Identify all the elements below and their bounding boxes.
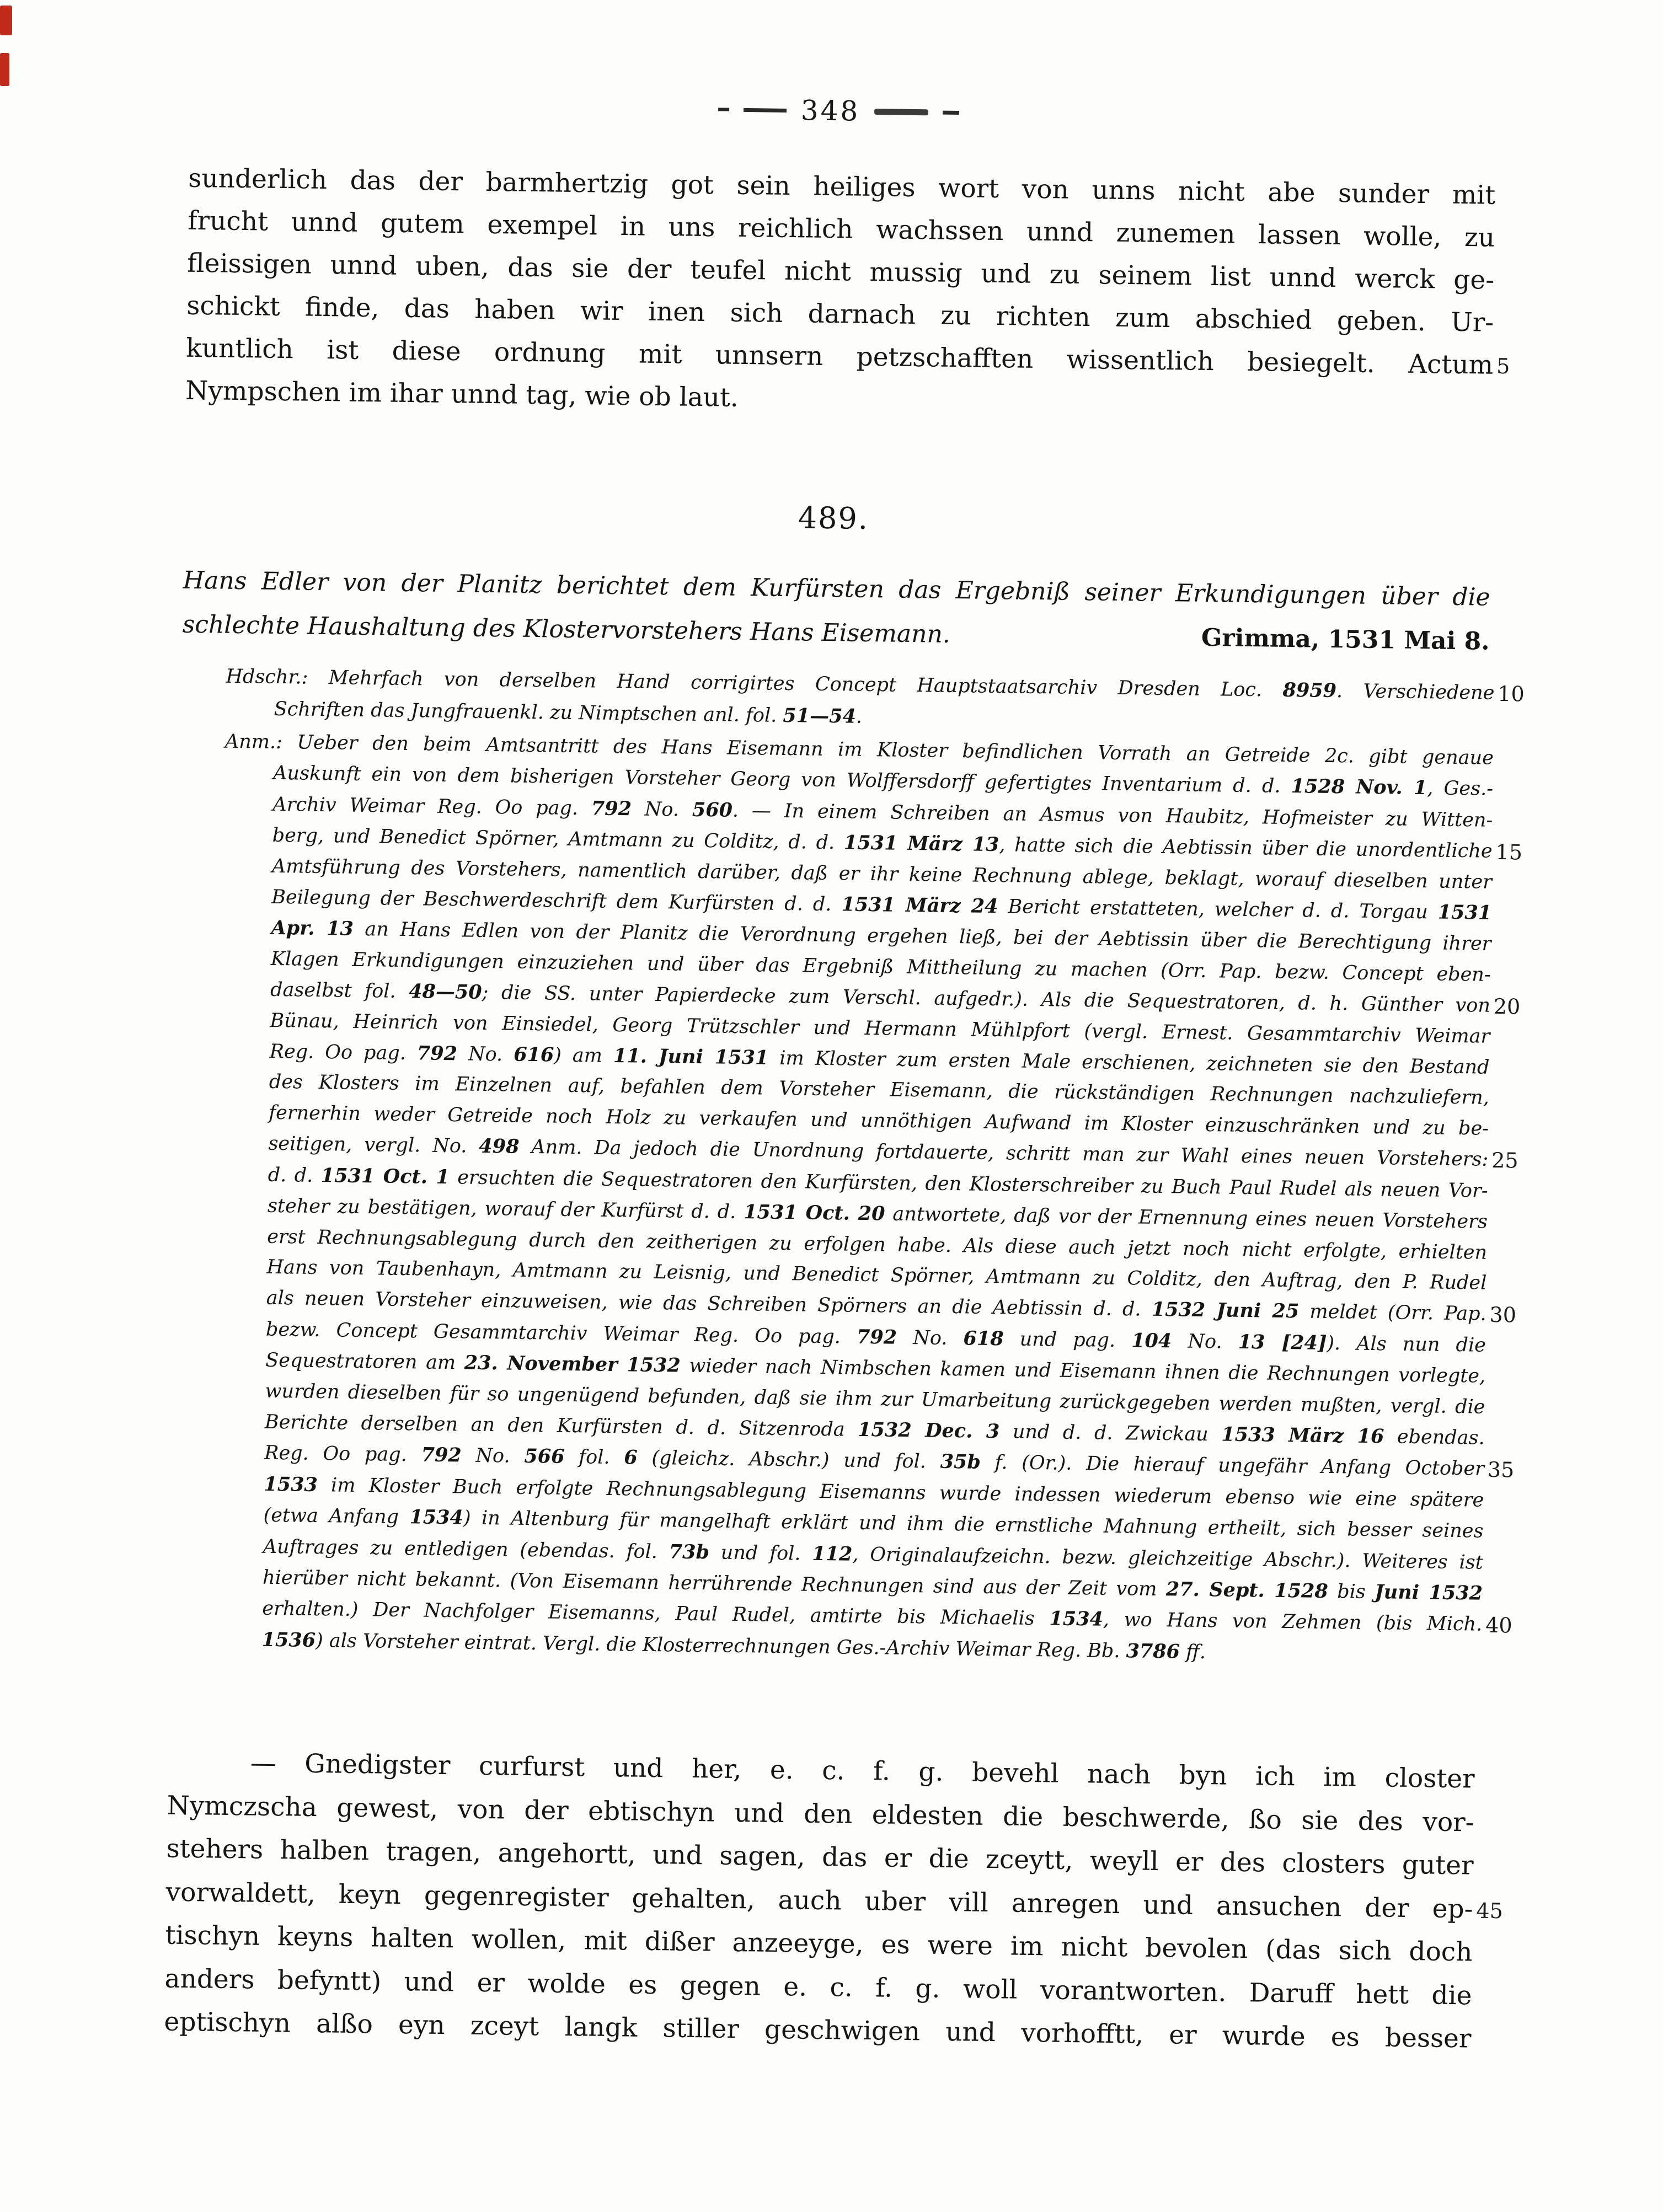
text-line: Anm.: Ueber den beim Amtsantritt des Hans Eisemann im Kloster befindlichen Vorrath an Getreide 2c. gibt genaue — [224, 730, 1494, 769]
margin-line-number: 5 — [1496, 354, 1510, 379]
text-line: Sequestratoren am 23. November 1532 wieder nach Nimbschen kamen und Eisemann ihnen die Rechnungen vorlegte, — [265, 1349, 1486, 1388]
text-line: Amtsführung des Vorstehers, namentlich darüber, daß er ihr keine Rechnung ablege, beklagt, worauf dieselben unter — [271, 855, 1493, 893]
page-header — [7, 84, 1663, 137]
text-line: Klagen Erkundigungen einzuziehen und über das Ergebniß Mittheilung zu machen (Orr. Pap. bezw. Concept eben- — [270, 947, 1491, 986]
text-line: eptischyn alßo eyn zceyt langk stiller geschwigen und vorhofftt, er wurde es besser — [164, 2006, 1472, 2054]
margin-line-number: 20 — [1493, 994, 1521, 1019]
regest-line: Hans Edler von der Planitz berichtet dem Kurfürsten das Ergebniß seiner Erkundigungen über die — [183, 566, 1490, 612]
document-number: 489. — [798, 500, 869, 536]
margin-line-number: 30 — [1489, 1303, 1517, 1327]
regest-line: schlechte Haushaltung des Klostervorstehers Hans Eisemann. — [182, 610, 951, 649]
text-line: wurden dieselben für so ungenügend befunden, daß sie ihm zur Umarbeitung zurückgegeben werden mußten, vergl. die — [265, 1380, 1485, 1418]
margin-line-number: 25 — [1491, 1148, 1518, 1173]
document-regest — [182, 559, 1490, 664]
text-line: Auftrages zu entledigen (ebendas. fol. 73b und fol. 112, Originalaufzeichn. bezw. gleichzeitige Abschr.). Weiteres ist — [263, 1535, 1483, 1574]
text-line: Auskunft ein von dem bisherigen Vorsteher Georg von Wolffersdorff gefertigtes Inventarium d. d. 1528 Nov. 1, Ges.- — [273, 762, 1494, 801]
text-line: Reg. Oo pag. 792 No. 566 fol. 6 (gleichz. Abschr.) und fol. 35b f. (Or.). Die hierauf ungefähr Anfang October 35 — [216, 1437, 1485, 1485]
text-line: tischyn keyns halten wollen, mit dißer anzeeyge, es were im nicht bevolen (das sich doch — [165, 1920, 1473, 1968]
margin-line-number: 40 — [1485, 1613, 1512, 1638]
text-line: schickt finde, das haben wir inen sich darnach zu richten zum abschied geben. Ur- — [186, 290, 1494, 338]
margin-line-number: 10 — [1498, 681, 1525, 706]
text-line: 1533 im Kloster Buch erfolgte Rechnungsablegung Eisemanns wurde indessen wiederum ebenso wie eine spätere — [264, 1472, 1484, 1512]
text-line: Reg. Oo pag. 792 No. 616) am 11. Juni 1531 im Kloster zum ersten Male erschienen, zeichneten sie den Bestand — [269, 1040, 1490, 1079]
text-line: als neuen Vorsteher einzuweisen, wie das Schreiben Spörners an die Aebtissin d. d. 1532 Juni 25 meldet (Orr. Pap. 30 — [217, 1282, 1486, 1330]
page-number: 348 — [800, 94, 860, 127]
place-date: Grimma, 1531 Mai 8. — [1201, 623, 1490, 656]
text-line: Hdschr.: Mehrfach von derselben Hand corrigirtes Concept Hauptstaatsarchiv Dresden Loc. 8959. Verschiedene 10 — [226, 661, 1495, 709]
text-line: fernerhin weder Getreide noch Holz zu verkaufen und unnöthigen Aufwand im Kloster einzuschränken und zu be- — [268, 1101, 1489, 1140]
text-line: Nympschen im ihar unnd tag, wie ob laut. — [185, 375, 739, 413]
header-rule — [943, 110, 959, 114]
header-rule — [718, 108, 729, 111]
text-line: bezw. Concept Gesammtarchiv Weimar Reg. Oo pag. 792 No. 618 und pag. 104 No. 13 [24]). Als nun die — [265, 1318, 1486, 1357]
text-line: Bünau, Heinrich von Einsiedel, Georg Trützschler und Hermann Mühlpfort (vergl. Ernest. Gesammtarchiv Weimar — [270, 1009, 1490, 1048]
text-line: anders befyntt) und er wolde es gegen e. c. f. g. woll vorantworten. Daruff hett die — [164, 1963, 1472, 2011]
anm-note — [213, 727, 1523, 1672]
text-line: Schriften das Jungfrauenkl. zu Nimptschen anl. fol. 51—54. — [274, 698, 863, 728]
text-line: fleissigen unnd uben, das sie der teufel nicht mussig und zu seinem list unnd werck ge- — [187, 248, 1495, 296]
text-line: Berichte derselben an den Kurfürsten d. d. Sitzenroda 1532 Dec. 3 und d. d. Zwickau 1533 März 16 ebendas. — [264, 1411, 1485, 1449]
text-line: erhalten.) Der Nachfolger Eisemanns, Paul Rudel, amtirte bis Michaelis 1534, wo Hans von Zehmen (bis Mich. 40 — [213, 1593, 1483, 1641]
text-line: stehers halben tragen, angehortt, und sagen, das er die zceytt, weyll er des closters guter — [166, 1833, 1474, 1881]
text-line: daselbst fol. 48—50; die SS. unter Papierdecke zum Verschl. aufgedr.). Als die Sequestratoren, d. h. Günther von 20 — [222, 974, 1491, 1022]
text-line: sunderlich das der barmhertzig got sein heiliges wort von unns nicht abe sunder mit — [188, 163, 1496, 211]
text-line: des Klosters im Einzelnen auf, befahlen dem Vorsteher Eisemann, die rückständigen Rechnungen nachzuliefern, — [269, 1071, 1490, 1110]
text-line: Beilegung der Beschwerdeschrift dem Kurfürsten d. d. 1531 März 24 Bericht erstatteten, welcher d. d. Torgau 1531 — [271, 886, 1492, 924]
text-line: (etwa Anfang 1534) in Altenburg für mangelhaft erklärt und ihm die ernstliche Mahnung ertheilt, sich besser seines — [263, 1504, 1484, 1542]
text-line: steher zu bestätigen, worauf der Kurfürst d. d. 1531 Oct. 20 antwortete, daß vor der Ernennung eines neuen Vorstehers — [267, 1195, 1488, 1233]
margin-line-number: 45 — [1476, 1898, 1504, 1923]
intro-paragraph — [185, 157, 1510, 429]
text-line: erst Rechnungsablegung durch den zeitherigen zu erfolgen habe. Als diese auch jetzt noch nicht erfolgte, erhielten — [267, 1225, 1488, 1264]
text-line: kuntlich ist diese ordnung mit unnsern petzschafften wissentlich besiegelt. Actum 5 — [186, 327, 1494, 387]
text-line: Apr. 13 an Hans Edlen von der Planitz die Verordnung ergehen ließ, bei der Aebtissin über die Berechtigung ihrer — [271, 917, 1491, 956]
text-line: Archiv Weimar Reg. Oo pag. 792 No. 560. — In einem Schreiben an Asmus von Haubitz, Hofmeister zu Witten- — [272, 793, 1493, 832]
letter-body — [164, 1741, 1504, 2061]
margin-line-number: 35 — [1487, 1458, 1515, 1482]
header-rule — [874, 109, 928, 115]
text-line: hierüber nicht bekannt. (Von Eisemann herrührende Rechnungen sind aus der Zeit vom 27. Sept. 1528 bis Juni 1532 — [262, 1566, 1483, 1605]
margin-line-number: 15 — [1495, 840, 1523, 865]
header-rule — [744, 108, 787, 112]
text-line: 1536) als Vorsteher eintrat. Vergl. die Klosterrechnungen Ges.-Archiv Weimar Reg. Bb. 3786 ff. — [261, 1628, 1206, 1663]
text-line: seitigen, vergl. No. 498 Anm. Da jedoch die Unordnung fortdauerte, schritt man zur Wahl eines neuen Vorstehers: 25 — [220, 1128, 1489, 1176]
text-line: berg, und Benedict Spörner, Amtmann zu Colditz, d. d. 1531 März 13, hatte sich die Aebtissin über die unordentliche 15 — [223, 820, 1493, 867]
text-line: Hans von Taubenhayn, Amtmann zu Leisnig, und Benedict Spörner, Amtmann zu Colditz, den Auftrag, den P. Rudel — [266, 1256, 1487, 1294]
text-line: vorwaldett, keyn gegenregister gehalten, auch uber vill anregen und ansuchen der ep- 45 — [165, 1871, 1473, 1931]
text-line: frucht unnd gutem exempel in uns reichlich wachssen unnd zunemen lassen wolle, zu — [188, 205, 1495, 253]
text-line: d. d. 1531 Oct. 1 ersuchten die Sequestratoren den Kurfürsten, den Klosterschreiber zu Buch Paul Rudel als neuen Vor- — [268, 1164, 1488, 1202]
text-line: — Gnedigster curfurst und her, e. c. f. g. bevehl nach byn ich im closter — [250, 1748, 1475, 1795]
text-line: Nymczscha gewest, von der ebtischyn und den eldesten die beschwerde, ßo sie des vor- — [167, 1790, 1474, 1838]
